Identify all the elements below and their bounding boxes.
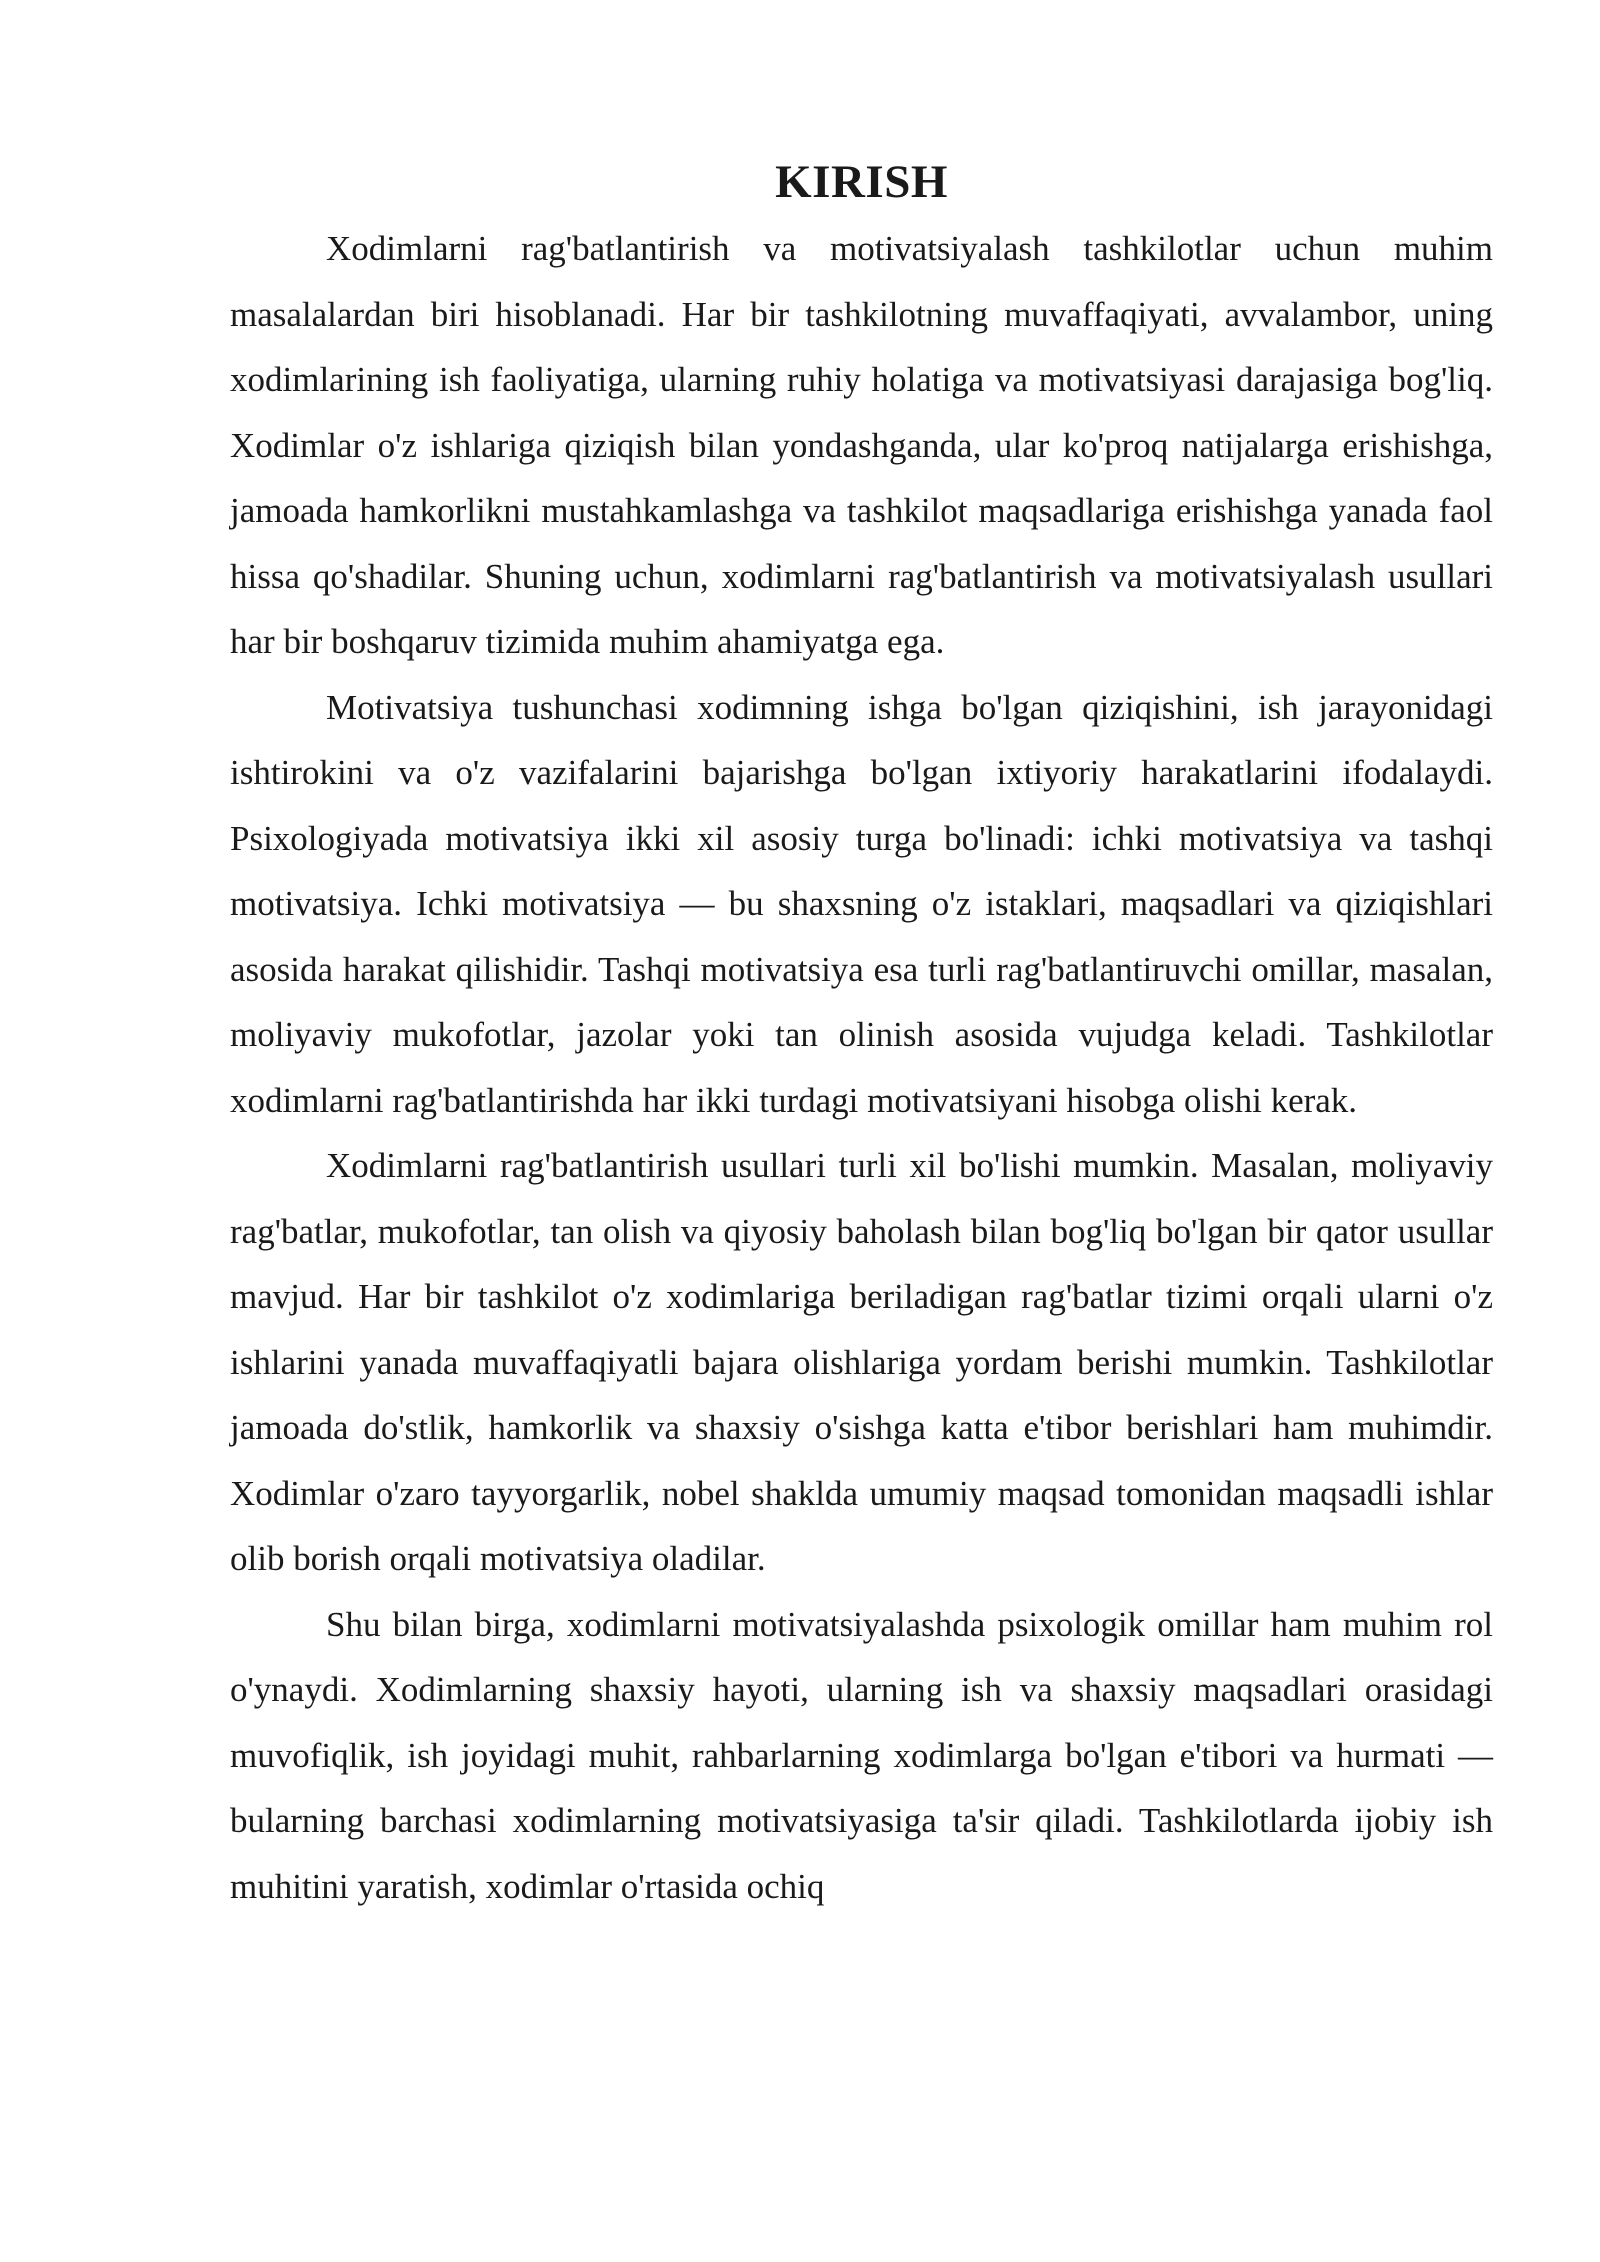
paragraph-3: Xodimlarni rag'batlantirish usullari turli xil bo'lishi mumkin. Masalan, moliyaviy rag'batlar, mukofotlar, tan olish va qiyosiy baholash bilan bog'liq bo'lgan bir qator usullar mavjud. Har bir tashkilot o'z xodimlariga beriladigan rag'batlar tizimi orqali ularni o'z ishlarini yanada muvaffaqiyatli bajara olishlariga yordam berishi mumkin. Tashkilotlar jamoada do'stlik, hamkorlik va shaxsiy o'sishga katta e'tibor berishlari ham muhimdir. Xodimlar o'zaro tayyorgarlik, nobel shaklda umumiy maqsad tomonidan maqsadli ishlar olib borish orqali motivatsiya oladilar. [230, 1146, 1493, 1578]
document-page [230, 148, 1493, 1919]
paragraph-1: Xodimlarni rag'batlantirish va motivatsiyalash tashkilotlar uchun muhim masalalardan biri hisoblanadi. Har bir tashkilotning muvaffaqiyati, avvalambor, uning xodimlarining ish faoliyatiga, ularning ruhiy holatiga va motivatsiyasi darajasiga bog'liq. Xodimlar o'z ishlariga qiziqish bilan yondashganda, ular ko'proq natijalarga erishishga, jamoada hamkorlikni mustahkamlashga va tashkilot maqsadlariga erishishga yanada faol hissa qo'shadilar. Shuning uchun, xodimlarni rag'batlantirish va motivatsiyalash usullari har bir boshqaruv tizimida muhim ahamiyatga ega. [230, 229, 1493, 661]
page-title: KIRISH [775, 156, 948, 208]
paragraph-2: Motivatsiya tushunchasi xodimning ishga bo'lgan qiziqishini, ish jarayonidagi ishtirokini va o'z vazifalarini bajarishga bo'lgan ixtiyoriy harakatlarini ifodalaydi. Psixologiyada motivatsiya ikki xil asosiy turga bo'linadi: ichki motivatsiya va tashqi motivatsiya. Ichki motivatsiya — bu shaxsning o'z istaklari, maqsadlari va qiziqishlari asosida harakat qilishidir. Tashqi motivatsiya esa turli rag'batlantiruvchi omillar, masalan, moliyaviy mukofotlar, jazolar yoki tan olinish asosida vujudga keladi. Tashkilotlar xodimlarni rag'batlantirishda har ikki turdagi motivatsiyani hisobga olishi kerak. [230, 687, 1493, 1120]
paragraph-4: Shu bilan birga, xodimlarni motivatsiyalashda psixologik omillar ham muhim rol o'ynaydi. Xodimlarning shaxsiy hayoti, ularning ish va shaxsiy maqsadlari orasidagi muvofiqlik, ish joyidagi muhit, rahbarlarning xodimlarga bo'lgan e'tibori va hurmati — bularning barchasi xodimlarning motivatsiyasiga ta'sir qiladi. Tashkilotlarda ijobiy ish muhitini yaratish, xodimlar o'rtasida ochiq [230, 1604, 1493, 1906]
